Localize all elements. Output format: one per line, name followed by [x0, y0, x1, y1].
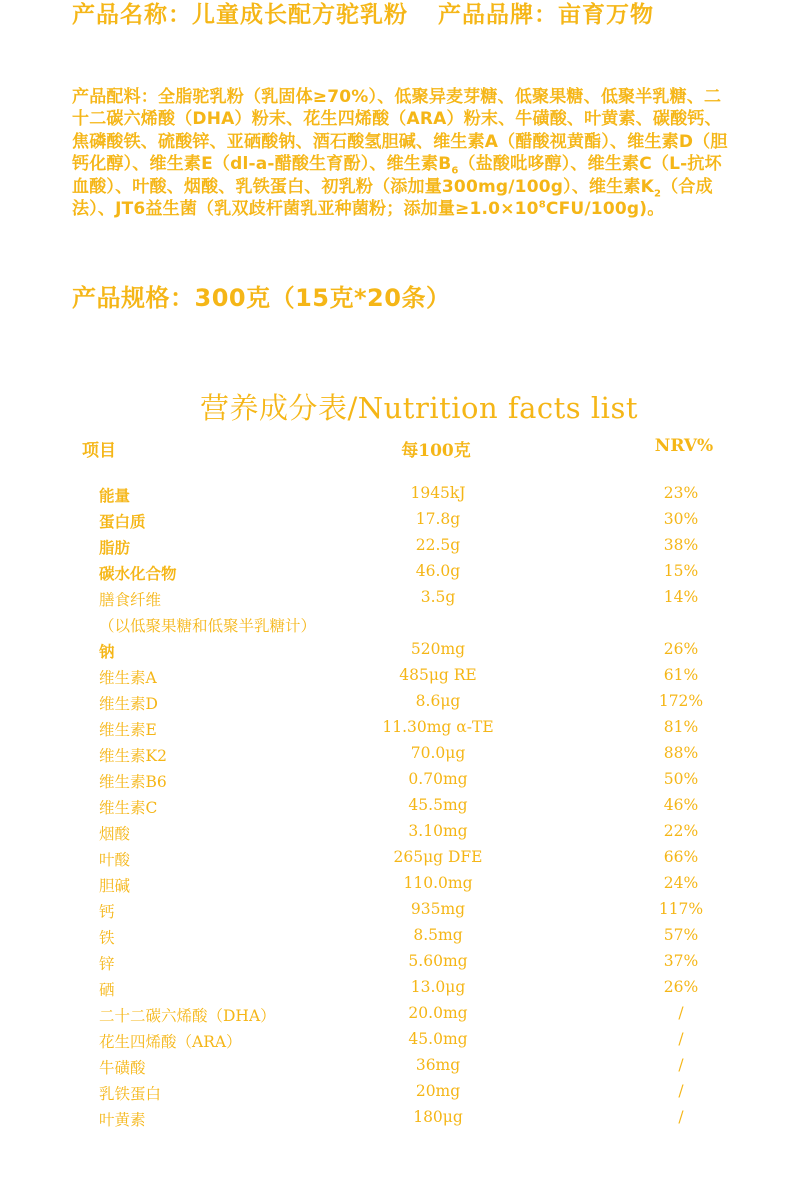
table-row [0, 1108, 790, 1134]
nutrient-amount: 36mg [415, 1056, 461, 1074]
nutrient-amount: 935mg [410, 900, 466, 918]
nutrient-name: 维生素A [99, 669, 157, 687]
nutrient-name: 蛋白质 [99, 512, 146, 531]
nutrient-name: 维生素B6 [99, 773, 167, 791]
nutrient-amount: 45.5mg [408, 796, 468, 814]
col-header-item: 项目 [82, 441, 116, 461]
nutrient-name: 乳铁蛋白 [99, 1085, 162, 1103]
table-row [0, 848, 790, 874]
nutrient-nrv: 88% [663, 744, 699, 762]
nutrient-nrv: 37% [663, 952, 699, 970]
nutrient-name: 钙 [99, 903, 115, 921]
table-row [0, 640, 790, 666]
table-row [0, 952, 790, 978]
nutrient-amount: 485μg RE [399, 666, 477, 684]
nutrient-nrv: 14% [663, 588, 699, 606]
table-row [0, 1004, 790, 1030]
product-spec: 产品规格：300克（15克*20条） [72, 284, 451, 312]
nutrient-nrv: 23% [663, 484, 699, 502]
subscript-2: 2 [654, 188, 662, 200]
nutrient-amount: 20mg [415, 1082, 461, 1100]
nutrient-amount: 13.0μg [410, 978, 466, 996]
nutrient-nrv: 117% [658, 900, 704, 918]
nutrient-name: 二十二碳六烯酸（DHA） [99, 1007, 276, 1025]
nutrient-name: 硒 [99, 981, 115, 999]
table-row [0, 744, 790, 770]
col-header-per100: 每100克 [401, 441, 471, 461]
table-row [0, 484, 790, 510]
nutrient-amount: 46.0g [415, 562, 461, 580]
nutrient-name: 叶黄素 [99, 1111, 146, 1129]
table-row [0, 770, 790, 796]
nutrient-amount: 3.5g [420, 588, 456, 606]
superscript-8: 8 [538, 199, 546, 211]
ingredients-part-3: （合成法）、JT6益生菌（乳双歧杆菌乳亚种菌粉；添加量≥1.0×10 [72, 176, 713, 220]
nutrition-table-title: 营养成分表/Nutrition facts list [199, 391, 638, 425]
nutrient-amount: 1945kJ [410, 484, 466, 502]
nutrient-nrv: 81% [663, 718, 699, 736]
table-row [0, 614, 790, 640]
ingredients-part-2: （盐酸吡哆醇）、维生素C（L-抗坏血酸）、叶酸、烟酸、乳铁蛋白、初乳粉（添加量300mg/100g）、维生素K [72, 154, 722, 197]
nutrient-nrv: 57% [663, 926, 699, 944]
product-header [72, 0, 654, 29]
nutrient-name: 胆碱 [99, 877, 131, 895]
nutrient-nrv: 30% [663, 510, 699, 528]
nutrient-name: 铁 [99, 929, 115, 947]
nutrient-amount: 8.6μg [415, 692, 461, 710]
nutrient-amount: 110.0mg [403, 874, 473, 892]
table-row [0, 718, 790, 744]
nutrient-nrv: / [678, 1082, 684, 1100]
nutrient-nrv: 172% [658, 692, 704, 710]
nutrient-amount: 520mg [410, 640, 466, 658]
nutrient-amount: 5.60mg [408, 952, 468, 970]
nutrient-amount: 22.5g [415, 536, 461, 554]
nutrient-name: 维生素K2 [99, 747, 167, 765]
product-name: 产品名称：儿童成长配方驼乳粉 [72, 2, 408, 28]
nutrient-name: 膳食纤维 [99, 591, 162, 609]
nutrient-nrv: 22% [663, 822, 699, 840]
table-row [0, 926, 790, 952]
nutrient-nrv: 24% [663, 874, 699, 892]
nutrient-nrv: / [678, 1004, 684, 1022]
table-row [0, 874, 790, 900]
table-row [0, 562, 790, 588]
nutrition-table-rows [0, 484, 790, 1134]
nutrient-amount: 3.10mg [408, 822, 468, 840]
nutrient-nrv: 66% [663, 848, 699, 866]
nutrient-name: 碳水化合物 [99, 564, 177, 583]
nutrient-name: 牛磺酸 [99, 1059, 146, 1077]
product-brand: 产品品牌：亩育万物 [438, 2, 654, 28]
nutrient-nrv: 15% [663, 562, 699, 580]
nutrient-amount: 45.0mg [408, 1030, 468, 1048]
nutrient-nrv: / [678, 1108, 684, 1126]
nutrient-name: （以低聚果糖和低聚半乳糖计） [99, 617, 317, 635]
nutrient-name: 烟酸 [99, 825, 131, 843]
nutrient-amount: 17.8g [415, 510, 461, 528]
col-header-nrv: NRV% [654, 436, 714, 456]
nutrient-nrv: / [678, 1030, 684, 1048]
nutrient-nrv: 61% [663, 666, 699, 684]
nutrient-name: 钠 [99, 642, 115, 661]
nutrient-amount: 180μg [413, 1108, 463, 1126]
nutrient-amount: 70.0μg [410, 744, 466, 762]
ingredients-text [72, 86, 732, 220]
nutrient-nrv: 38% [663, 536, 699, 554]
nutrient-amount: 265μg DFE [393, 848, 483, 866]
subscript-6: 6 [451, 165, 459, 177]
nutrient-name: 花生四烯酸（ARA） [99, 1033, 242, 1051]
table-row [0, 822, 790, 848]
table-row [0, 692, 790, 718]
ingredients-part-4: CFU/100g)。 [545, 199, 665, 220]
nutrient-name: 维生素D [99, 695, 158, 713]
nutrient-nrv: 26% [663, 640, 699, 658]
nutrient-amount: 0.70mg [408, 770, 468, 788]
nutrient-nrv: 26% [663, 978, 699, 996]
table-row [0, 536, 790, 562]
table-row [0, 1056, 790, 1082]
table-row [0, 1030, 790, 1056]
table-row [0, 978, 790, 1004]
nutrient-name: 维生素E [99, 721, 157, 739]
nutrient-name: 叶酸 [99, 851, 131, 869]
table-row [0, 666, 790, 692]
ingredients-part-1: 产品配料：全脂驼乳粉（乳固体≥70%）、低聚异麦芽糖、低聚果糖、低聚半乳糖、二十二碳六烯酸（DHA）粉末、花生四烯酸（ARA）粉末、牛磺酸、叶黄素、碳酸钙、焦磷酸铁、硫酸锌、亚硒酸钠、酒石酸氢胆碱、维生素A（醋酸视黄酯）、维生素D（胆钙化醇）、维生素E（dl-a-醋酸生育酚）、维生素B [72, 87, 728, 175]
nutrient-name: 维生素C [99, 799, 158, 817]
nutrient-nrv: 46% [663, 796, 699, 814]
table-row [0, 796, 790, 822]
nutrient-name: 锌 [99, 955, 115, 973]
table-row [0, 900, 790, 926]
table-row [0, 510, 790, 536]
nutrient-nrv: / [678, 1056, 684, 1074]
nutrient-name: 脂肪 [99, 538, 131, 557]
table-row [0, 588, 790, 614]
nutrient-amount: 8.5mg [413, 926, 463, 944]
nutrient-amount: 11.30mg α-TE [382, 718, 494, 736]
nutrient-name: 能量 [99, 486, 131, 505]
nutrient-nrv: 50% [663, 770, 699, 788]
table-row [0, 1082, 790, 1108]
nutrient-amount: 20.0mg [408, 1004, 468, 1022]
